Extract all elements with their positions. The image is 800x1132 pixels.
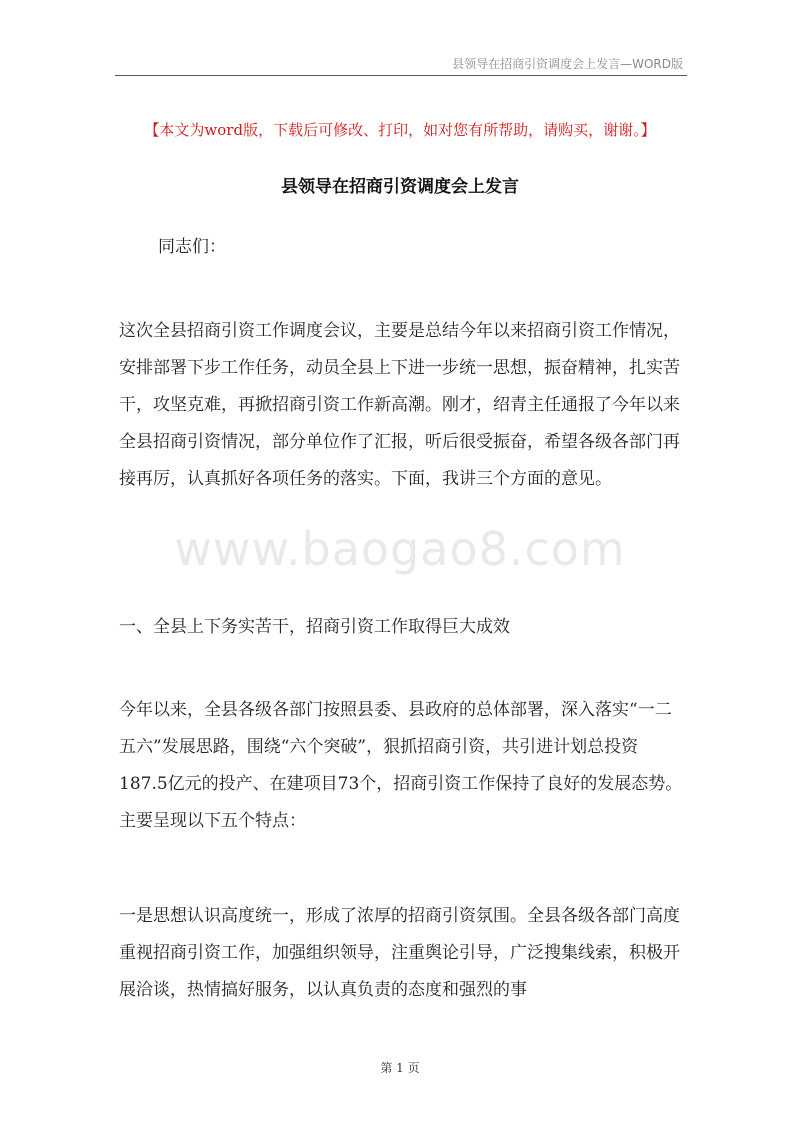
paragraph-intro: 这次全县招商引资工作调度会议，主要是总结今年以来招商引资工作情况，安排部署下步工作任务，动员全县上下进一步统一思想，振奋精神，扎实苦干，攻坚克难，再掀招商引资工作新高潮。刚才，绍青主任通报了今年以来全县招商引资情况，部分单位作了汇报，听后很受振奋，希望各级各部门再接再厉，认真抓好各项任务的落实。下面，我讲三个方面的意见。 xyxy=(119,321,680,489)
watermark: www.baogao8.com xyxy=(174,522,626,576)
greeting: 同志们： xyxy=(158,237,226,257)
page-number: 第 1 页 xyxy=(380,1061,420,1075)
running-header: 县领导在招商引资调度会上发言—WORD版 xyxy=(452,57,683,71)
paragraph-point-1: 一是思想认识高度统一，形成了浓厚的招商引资氛围。全县各级各部门高度重视招商引资工作，加强组织领导，注重舆论引导，广泛搜集线索，积极开展洽谈，热情搞好服务，以认真负责的态度和强烈的事 xyxy=(119,906,680,1000)
document-title: 县领导在招商引资调度会上发言 xyxy=(281,177,519,197)
purchase-notice: 【本文为word版，下载后可修改、打印，如对您有所帮助，请购买，谢谢。】 xyxy=(144,121,656,139)
section-heading-1: 一、全县上下务实苦干，招商引资工作取得巨大成效 xyxy=(119,617,510,637)
header-divider xyxy=(115,75,687,76)
paragraph-overview: 今年以来，全县各级各部门按照县委、县政府的总体部署，深入落实“一二五六”发展思路，围绕“六个突破”，狠抓招商引资，共引进计划总投资187.5亿元的投产、在建项目73个，招商引资工作保持了良好的发展态势。主要呈现以下五个特点： xyxy=(119,700,683,831)
